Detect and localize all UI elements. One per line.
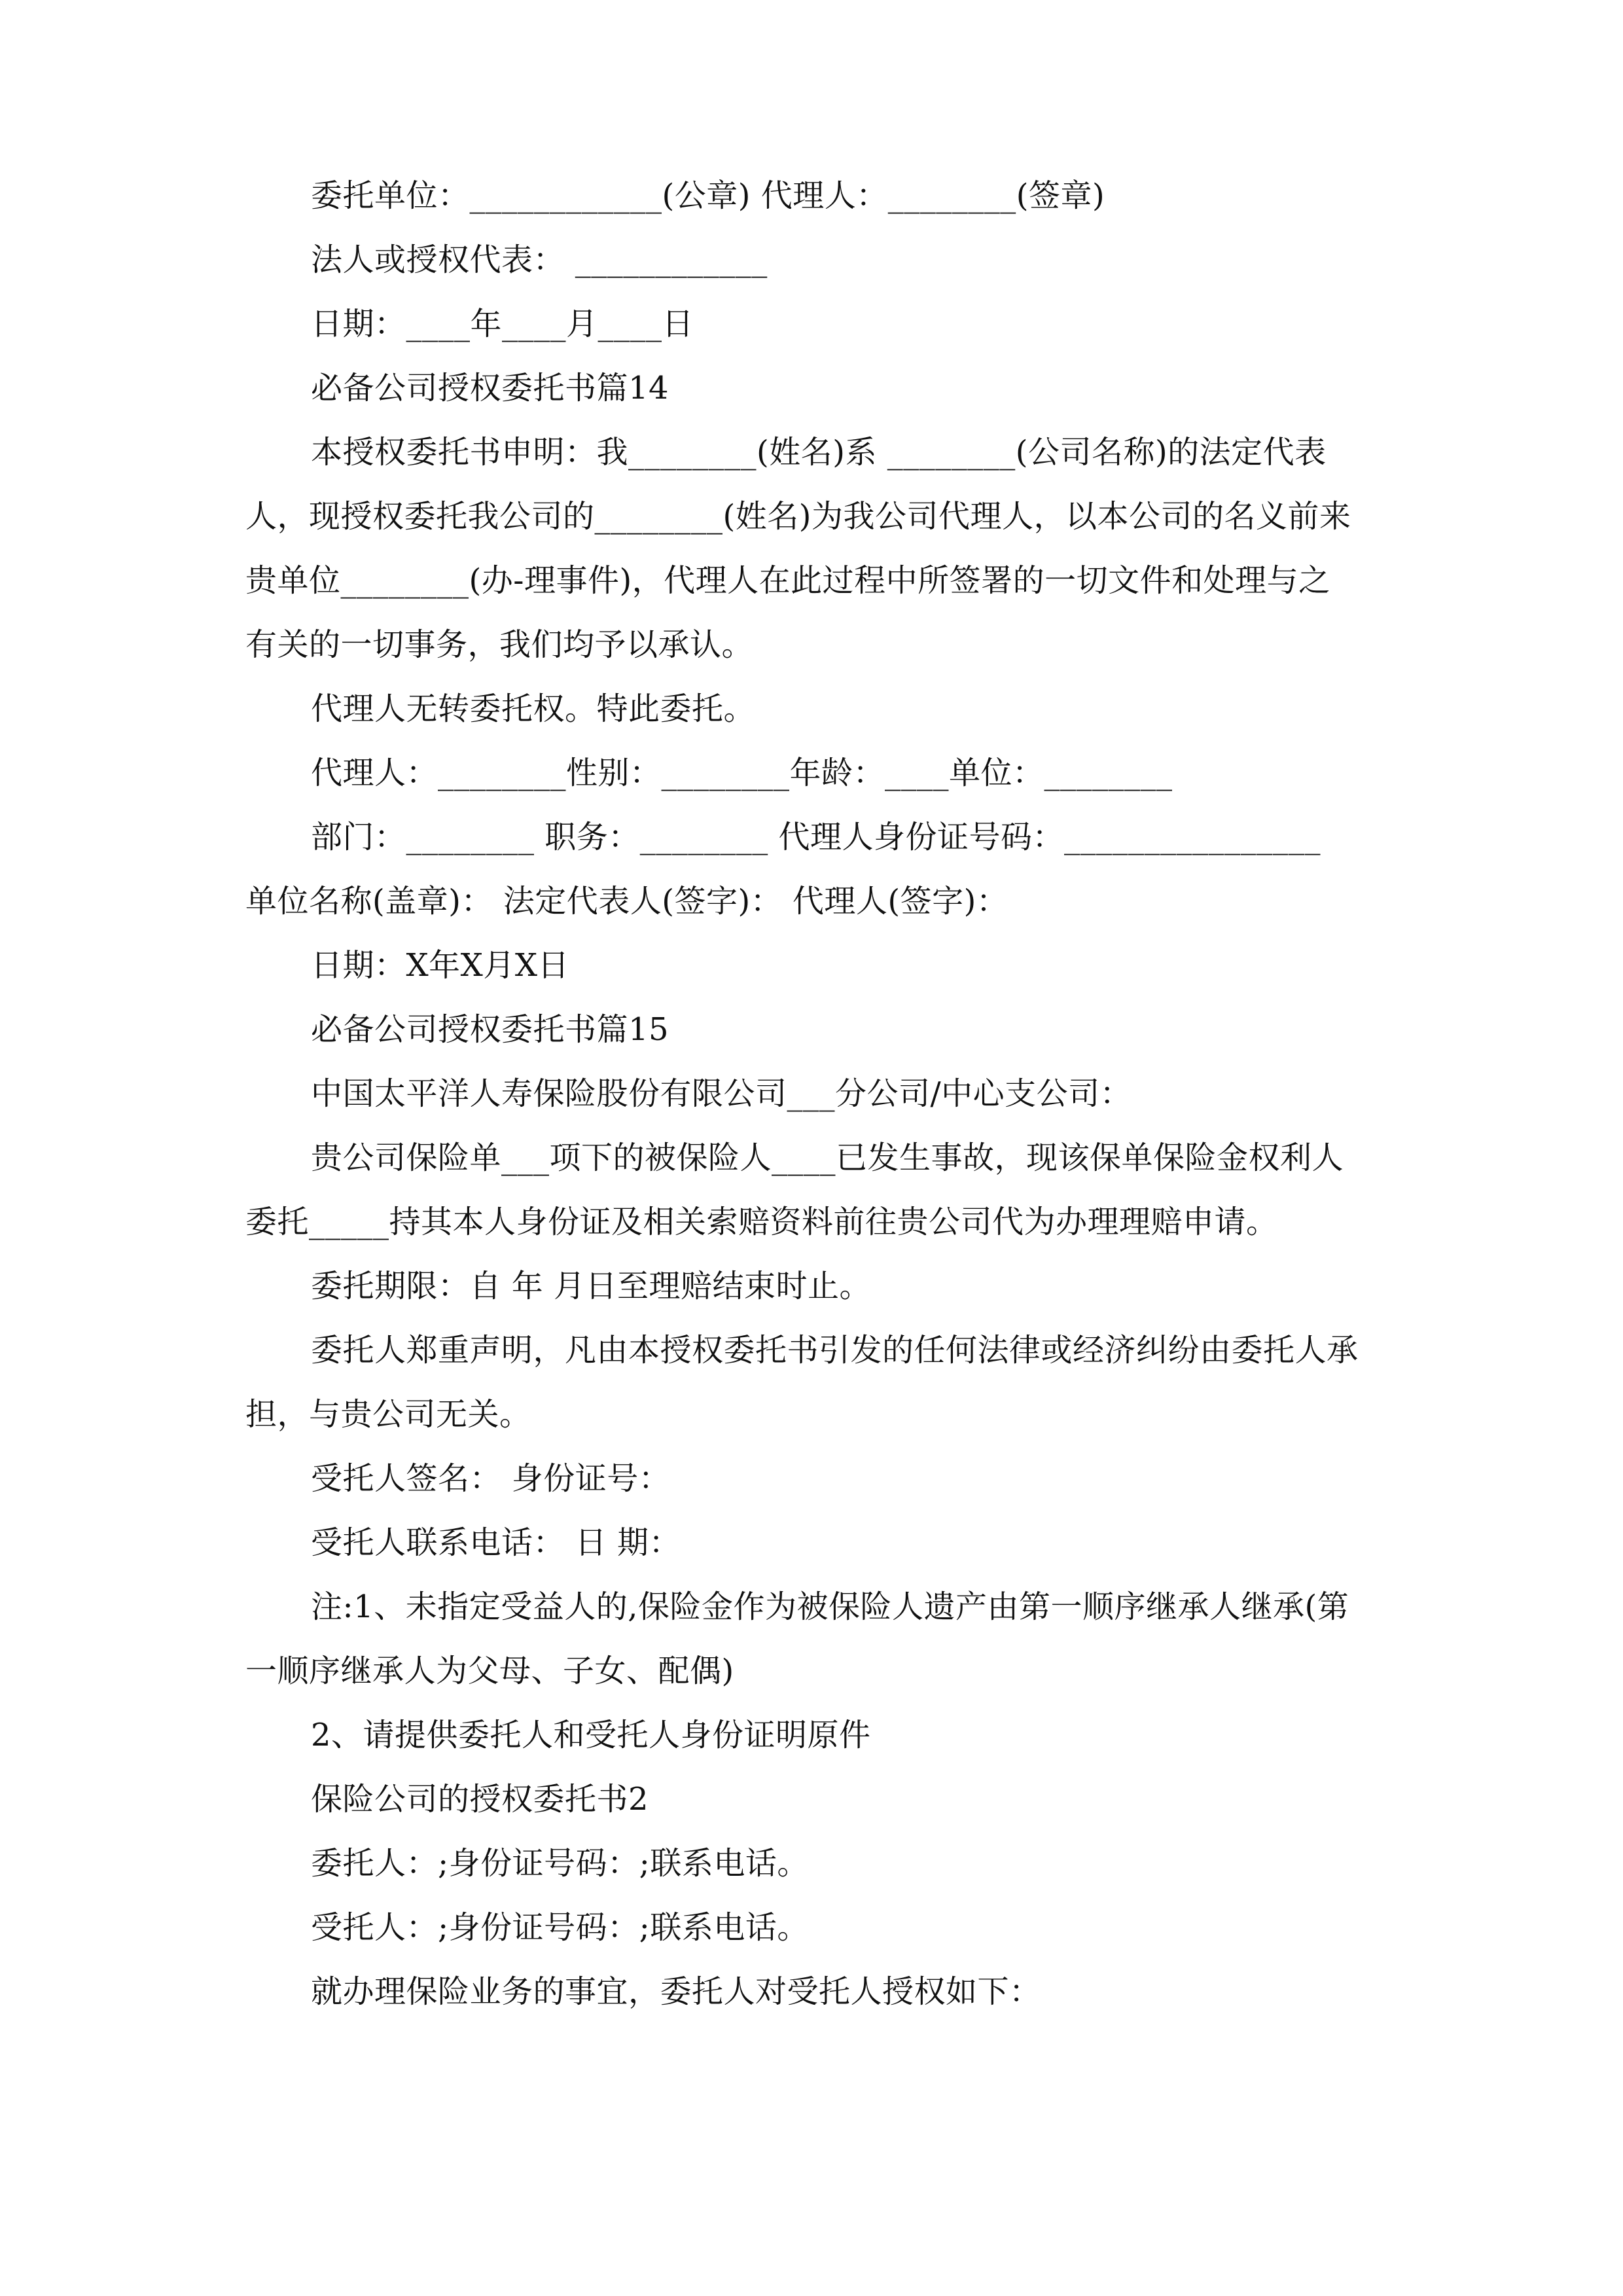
text-line: 委托人郑重声明，凡由本授权委托书引发的任何法律或经济纠纷由委托人承 <box>311 1332 1359 1369</box>
text-line: 2、请提供委托人和受托人身份证明原件 <box>311 1717 871 1753</box>
text-line: 代理人无转委托权。特此委托。 <box>311 691 756 727</box>
text-line: 委托期限：自 年 月日至理赔结束时止。 <box>311 1268 872 1304</box>
text-line: 受托人联系电话： 日 期： <box>311 1524 681 1561</box>
text-line: 部门：________ 职务：________ 代理人身份证号码：________________ <box>311 819 1321 855</box>
text-line: 本授权委托书申明：我________(姓名)系 ________(公司名称)的法定代表 <box>311 434 1327 471</box>
section-heading: 保险公司的授权委托书2 <box>311 1781 649 1818</box>
text-line: 中国太平洋人寿保险股份有限公司___分公司/中心支公司： <box>311 1075 1132 1112</box>
text-line: 就办理保险业务的事宜，委托人对受托人授权如下： <box>311 1973 1041 2010</box>
text-line: 一顺序继承人为父母、子女、配偶) <box>245 1653 734 1689</box>
document-body <box>245 164 1384 2024</box>
text-line: 代理人：________性别：________年龄：____单位：________ <box>311 755 1173 791</box>
section-heading: 必备公司授权委托书篇15 <box>311 1011 669 1048</box>
text-line: 受托人签名： 身份证号： <box>311 1460 671 1497</box>
text-line: 委托单位：____________(公章) 代理人：________(签章) <box>311 177 1105 214</box>
text-line: 日期：____年____月____日 <box>311 306 694 342</box>
text-line: 单位名称(盖章)： 法定代表人(签字)： 代理人(签字)： <box>245 883 1008 920</box>
text-line: 贵公司保险单___项下的被保险人____已发生事故，现该保单保险金权利人 <box>311 1139 1344 1176</box>
text-line: 委托_____持其本人身份证及相关索赔资料前往贵公司代为办理理赔申请。 <box>245 1204 1278 1240</box>
text-line: 贵单位________(办-理事件)，代理人在此过程中所签署的一切文件和处理与之 <box>245 562 1330 599</box>
section-heading: 必备公司授权委托书篇14 <box>311 370 669 406</box>
text-line: 人，现授权委托我公司的________(姓名)为我公司代理人，以本公司的名义前来 <box>245 498 1351 535</box>
text-line: 受托人：;身份证号码：;联系电话。 <box>311 1909 809 1946</box>
text-line: 注:1、未指定受益人的,保险金作为被保险人遗产由第一顺序继承人继承(第 <box>311 1588 1349 1625</box>
text-line: 委托人：;身份证号码：;联系电话。 <box>311 1845 809 1882</box>
text-line: 担，与贵公司无关。 <box>245 1396 531 1433</box>
text-line: 日期：X年X月X日 <box>311 947 570 984</box>
text-line: 法人或授权代表： ____________ <box>311 242 768 278</box>
text-line: 有关的一切事务，我们均予以承认。 <box>245 626 754 663</box>
